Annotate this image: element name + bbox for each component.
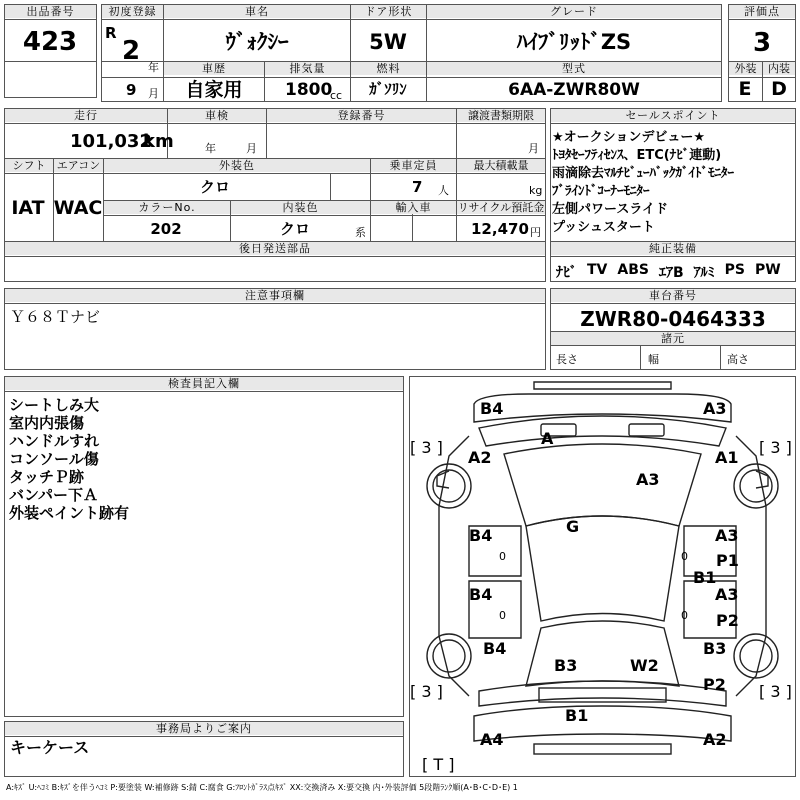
mark-right-rear-fender-2: P2 xyxy=(703,675,726,694)
door-zero-l2: 0 xyxy=(499,609,506,622)
genuine-header: 純正装備 xyxy=(551,242,795,255)
aircon-header: エアコン xyxy=(54,159,103,172)
sales-point-item: ﾄﾖﾀｾｰﾌﾃｨｾﾝｽ、ETC(ﾅﾋﾞ連動) xyxy=(552,148,722,163)
exterior-grade: E xyxy=(738,78,752,100)
displacement: 1800 xyxy=(285,80,333,100)
score: 3 xyxy=(752,28,772,58)
car-name-header: 車名 xyxy=(164,5,350,18)
mark-left-rear-fender: B4 xyxy=(483,639,507,658)
mark-front-left-corner: B4 xyxy=(480,399,504,418)
genuine-equipment-list xyxy=(556,262,794,282)
notes-header: 注意事項欄 xyxy=(5,289,545,302)
era-label: R xyxy=(105,24,117,42)
sales-point-item: 雨滴除去ﾏﾙﾁﾋﾞｭｰﾊﾞｯｸｶﾞｲﾄﾞﾓﾆﾀｰ xyxy=(552,166,735,181)
model-header: 型式 xyxy=(427,62,721,75)
mark-right-rear-door: A3 xyxy=(715,585,739,604)
inspector-note-item: コンソール傷 xyxy=(9,450,99,468)
door-zero-r1: 0 xyxy=(681,550,688,563)
tire-front-right: [ 3 ] xyxy=(759,438,792,457)
genuine-item: ｴｱB xyxy=(658,265,684,281)
legend: A:ｷｽﾞ U:ﾍｺﾐ B:ｷｽﾞを伴うﾍｺﾐ P:要塗装 W:補修跡 S:錆 C:腐食 G:ﾌﾛﾝﾄｶﾞﾗｽ点ｷｽﾞ XX:交換済み X:要交換 内･外装評価 5段階ﾗﾝｸ順(A･B･C･D･E) 1 xyxy=(6,783,518,792)
car-diagram xyxy=(409,376,796,777)
door-type: 5W xyxy=(369,30,407,54)
mileage-header: 走行 xyxy=(5,109,167,122)
exterior-header: 外装 xyxy=(729,62,762,75)
fuel-header: 燃料 xyxy=(351,62,426,75)
genuine-item: PW xyxy=(755,262,781,278)
door-zero-l1: 0 xyxy=(499,550,506,563)
mark-back-door-left: B3 xyxy=(554,656,578,675)
height-label: 高さ xyxy=(727,353,749,366)
mark-right-rear-fender: B3 xyxy=(703,639,727,658)
int-color-header: 内装色 xyxy=(231,201,370,214)
notes-text: Ｙ６８Ｔナビ xyxy=(10,308,101,326)
inspection-header: 車検 xyxy=(168,109,266,122)
recycle-unit: 円 xyxy=(530,226,541,239)
inspector-header: 検査員記入欄 xyxy=(5,377,403,390)
mark-left-front-fender: A2 xyxy=(468,448,492,467)
mark-roof: G xyxy=(566,517,580,536)
mark-left-front-door: B4 xyxy=(469,526,493,545)
sales-point-list xyxy=(552,129,794,237)
mark-right-rear-door-2: P2 xyxy=(716,611,739,630)
inspector-note-item: 室内内張傷 xyxy=(9,414,85,432)
model: 6AA-ZWR80W xyxy=(508,80,640,100)
reg-month-unit: 月 xyxy=(148,87,159,100)
chassis-number: ZWR80-0464333 xyxy=(580,307,766,331)
transfer-deadline-header: 譲渡書類期限 xyxy=(457,109,545,122)
door-header: ドア形状 xyxy=(351,5,426,18)
shift-header: シフト xyxy=(5,159,53,172)
genuine-item: ﾅﾋﾞ xyxy=(556,265,577,281)
ext-color: クロ xyxy=(199,178,231,196)
reg-year: 2 xyxy=(122,36,141,66)
grade: ﾊｲﾌﾞﾘｯﾄﾞZS xyxy=(516,30,632,54)
genuine-item: PS xyxy=(724,262,745,278)
cc-unit: cc xyxy=(330,89,343,102)
displacement-header: 排気量 xyxy=(265,62,350,75)
transfer-month-unit: 月 xyxy=(528,142,539,155)
length-label: 長さ xyxy=(556,353,578,366)
mark-rear-bumper: B1 xyxy=(565,706,589,725)
lot-number: 423 xyxy=(22,27,78,57)
lot-no-header: 出品番号 xyxy=(5,5,96,18)
sales-point-item: 左側パワースライド xyxy=(552,202,668,217)
color-no-header: カラーNo. xyxy=(104,201,230,214)
door-zero-r2: 0 xyxy=(681,609,688,622)
reg-year-unit: 年 xyxy=(148,61,159,74)
interior-grade: D xyxy=(771,78,787,100)
shift: IAT xyxy=(11,197,45,219)
genuine-item: TV xyxy=(587,262,608,278)
capacity: 7 xyxy=(412,178,423,196)
sales-point-item: ﾌﾞﾗｲﾝﾄﾞｺｰﾅｰﾓﾆﾀｰ xyxy=(552,184,650,199)
chassis-header: 車台番号 xyxy=(551,289,795,302)
sales-point-item: プッシュスタート xyxy=(552,220,655,235)
mark-rear-left-corner: A4 xyxy=(480,730,504,749)
reg-no-header: 登録番号 xyxy=(267,109,456,122)
interior-header: 内装 xyxy=(763,62,795,75)
tire-front-left: [ 3 ] xyxy=(410,438,443,457)
tire-rear-right: [ 3 ] xyxy=(759,682,792,701)
genuine-item: ｱﾙﾐ xyxy=(693,265,715,281)
mark-windshield: A xyxy=(541,429,554,448)
fuel: ｶﾞｿﾘﾝ xyxy=(369,80,407,98)
mark-rear-right-corner: A2 xyxy=(703,730,727,749)
inspector-note-item: タッチＰ跡 xyxy=(9,468,85,486)
inspector-note-item: ハンドルすれ xyxy=(9,432,100,450)
mileage-unit: km xyxy=(143,131,174,152)
mark-right-pillar: B1 xyxy=(693,568,717,587)
inspector-note-item: 外装ペイント跡有 xyxy=(9,504,130,522)
inspection-month-unit: 月 xyxy=(246,142,257,155)
inspector-note-item: バンパー下Ａ xyxy=(9,486,98,504)
office-notes: キーケース xyxy=(10,738,90,757)
recycle-header: リサイクル預託金 xyxy=(457,201,545,214)
mark-hood: A3 xyxy=(636,470,660,489)
max-load-header: 最大積載量 xyxy=(457,159,545,172)
mark-right-front-door: A3 xyxy=(715,526,739,545)
color-no: 202 xyxy=(150,220,182,238)
recycle: 12,470 xyxy=(471,220,529,238)
history: 自家用 xyxy=(185,79,243,101)
aircon: WAC xyxy=(53,197,103,219)
mark-right-front-door-2: P1 xyxy=(716,551,739,570)
car-name: ｳﾞｫｸｼｰ xyxy=(225,30,289,54)
inspector-note-item: シートしみ大 xyxy=(9,396,100,414)
specs-header: 諸元 xyxy=(551,332,795,345)
history-header: 車歴 xyxy=(164,62,264,75)
inspection-year-unit: 年 xyxy=(205,142,216,155)
load-unit: kg xyxy=(529,184,543,197)
tire-rear-left: [ 3 ] xyxy=(410,682,443,701)
capacity-header: 乗車定員 xyxy=(371,159,456,172)
spare-tire: [ T ] xyxy=(422,755,455,774)
inspector-notes xyxy=(9,396,399,522)
width-label: 幅 xyxy=(648,353,659,366)
sales-point-item: ★オークションデビュー★ xyxy=(552,130,706,145)
mark-front-right-corner: A3 xyxy=(703,399,727,418)
first-reg-header: 初度登録 xyxy=(102,5,163,18)
score-header: 評価点 xyxy=(729,5,795,18)
mark-left-rear-door: B4 xyxy=(469,585,493,604)
reg-month: 9 xyxy=(126,81,137,99)
int-color-unit: 系 xyxy=(355,226,366,239)
grade-header: グレード xyxy=(427,5,721,18)
mileage: 101,032 xyxy=(70,131,152,152)
office-header: 事務局よりご案内 xyxy=(5,722,403,735)
int-color: クロ xyxy=(279,220,311,238)
mark-right-front-fender: A1 xyxy=(715,448,739,467)
sales-point-header: セールスポイント xyxy=(551,109,795,122)
ext-color-header: 外装色 xyxy=(104,159,370,172)
later-parts-header: 後日発送部品 xyxy=(5,242,545,255)
genuine-item: ABS xyxy=(617,262,649,278)
mark-back-door-right: W2 xyxy=(630,656,659,675)
import-header: 輸入車 xyxy=(371,201,456,214)
capacity-unit: 人 xyxy=(438,184,449,197)
